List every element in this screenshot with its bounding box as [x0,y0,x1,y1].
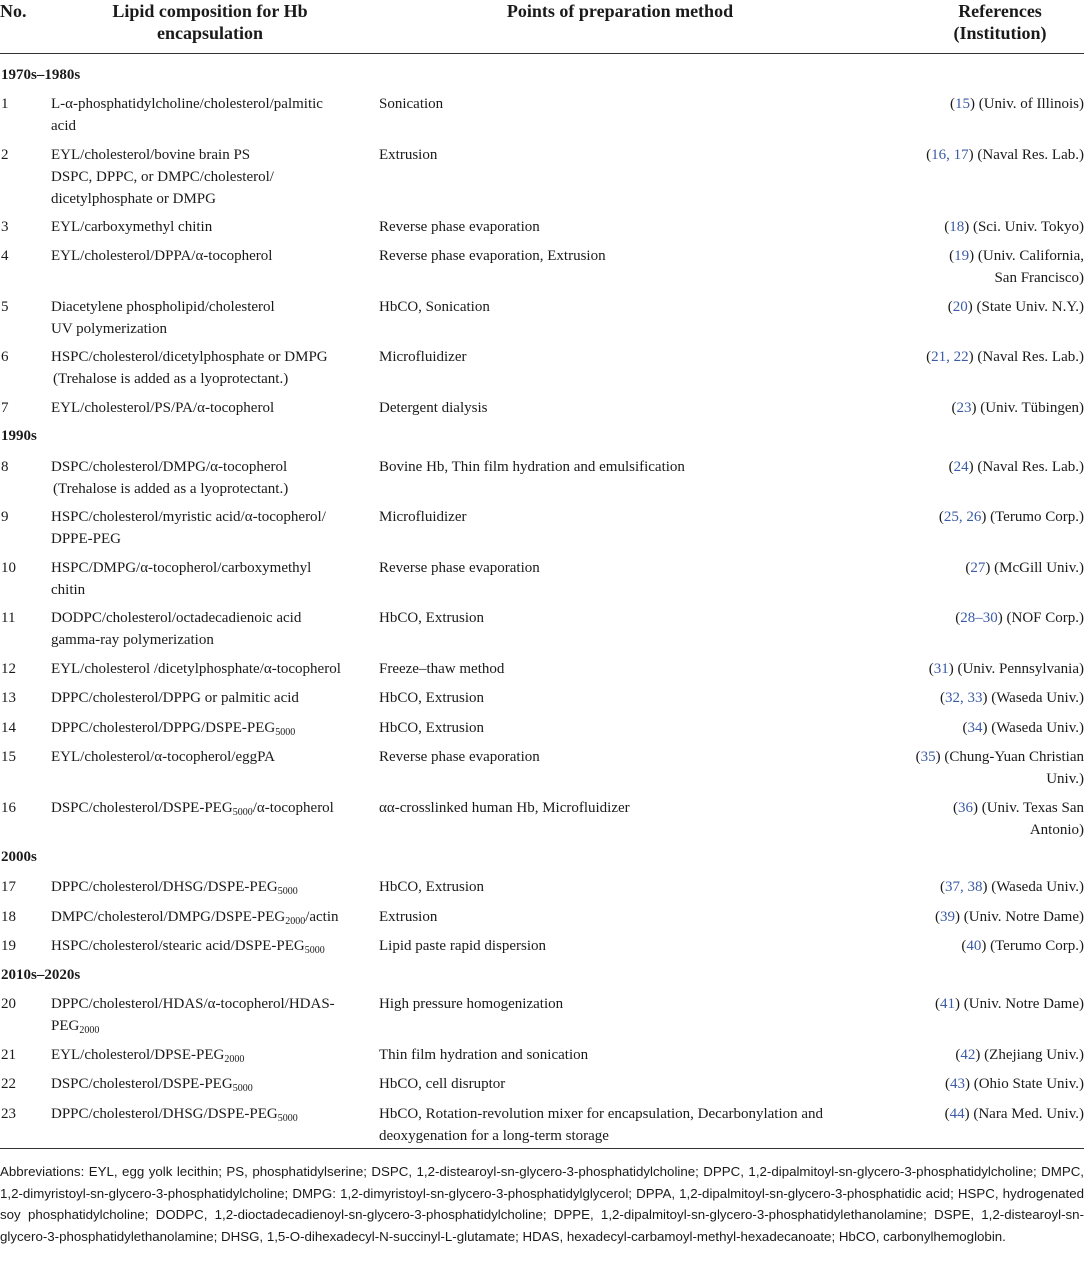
reference-link[interactable]: 24 [953,459,969,475]
lipid-composition [51,1044,369,1066]
row-number: 4 [1,248,9,264]
method-line: Lipid paste rapid dispersion [379,938,547,954]
lipid-line: EYL/$cholesterol/DPSE-PEG_{2000}$ [51,1047,245,1065]
preparation-method [379,607,859,629]
row-number: 5 [1,299,9,315]
section-heading: 2010s–2020s [1,967,81,983]
reference-line: (41) (Univ. Notre Dame) [935,996,1084,1012]
reference-line: (34) (Waseda Univ.) [962,720,1084,736]
row-number: 17 [1,879,16,895]
header-references: References (Institution) [953,1,1047,43]
method-line: Extrusion [379,147,438,163]
lipid-composition [51,216,369,238]
section-heading: 1990s [1,428,37,444]
lipid-line: Diacetylene phospholipid/cholesterol [51,299,275,315]
reference-link[interactable]: 39 [940,909,956,925]
reference-institution [854,993,1084,1015]
lipid-line: DPPC/cholesterol/HDAS/α-tocopherol/HDAS- [51,996,335,1012]
lipid-composition [51,456,369,500]
preparation-method [379,506,859,528]
row-number: 11 [1,610,16,626]
row-number: 21 [1,1047,16,1063]
reference-institution [854,397,1084,419]
reference-line: (31) (Univ. Pennsylvania) [928,661,1084,677]
preparation-method [379,346,859,368]
preparation-method [379,144,859,166]
reference-line: (15) (Univ. of Illinois) [949,96,1084,112]
reference-link[interactable]: 43 [949,1076,965,1092]
header-method: Points of preparation method [506,1,734,21]
reference-institution [854,557,1084,579]
row-number: 1 [1,96,9,112]
reference-link[interactable]: 32, 33 [944,690,983,706]
method-line: Thin film hydration and sonication [379,1047,589,1063]
lipid-line: dicetylphosphate or DMPG [51,191,216,207]
row-number: 2 [1,147,9,163]
reference-institution [854,717,1084,739]
reference-link[interactable]: 23 [956,400,972,416]
reference-institution [854,607,1084,629]
lipid-line: HSPC/cholesterol/dicetylphosphate or DMPG [51,349,328,365]
reference-link[interactable]: 41 [940,996,956,1012]
section-heading: 1970s–1980s [1,67,81,83]
method-line: Freeze–thaw method [379,661,505,677]
lipid-line: acid [51,118,76,134]
method-line: Reverse phase evaporation, Extrusion [379,248,606,264]
lipid-line: DPPC/$cholesterol/DPPG/DSPE-PEG_{5000}$ [51,720,296,738]
row-number: 12 [1,661,16,677]
preparation-method [379,717,859,739]
reference-institution [854,935,1084,957]
preparation-method [379,93,859,115]
header-lipid: Lipid composition for Hb encapsulation [112,1,308,43]
reference-link[interactable]: 40 [966,938,982,954]
header-no: No. [0,1,27,21]
row-number: 6 [1,349,9,365]
reference-institution [854,746,1084,790]
lipid-line: DPPC/cholesterol/DPPG or palmitic acid [51,690,299,706]
reference-institution [854,906,1084,928]
reference-institution [854,346,1084,368]
method-line: Microfluidizer [379,349,467,365]
preparation-method [379,876,859,898]
row-number: 23 [1,1106,16,1122]
lipid-line: EYL/cholesterol /dicetylphosphate/α-tocopherol [51,661,341,677]
lipid-line: DPPC/$cholesterol/DHSG/DSPE-PEG_{5000}$ [51,1106,298,1124]
reference-institution [854,93,1084,115]
lipid-line: DODPC/cholesterol/octadecadienoic acid [51,610,302,626]
method-line: Reverse phase evaporation [379,560,540,576]
method-line: Microfluidizer [379,509,467,525]
reference-link[interactable]: 35 [920,749,936,765]
reference-institution [854,876,1084,898]
lipid-composition [51,397,369,419]
lipid-line: DPPC/$cholesterol/DHSG/DSPE-PEG_{5000}$ [51,879,298,897]
method-line: Sonication [379,96,444,112]
preparation-method [379,746,859,768]
lipid-line: DSPC/cholesterol/DMPG/α-tocopherol [51,459,288,475]
preparation-method [379,935,859,957]
lipid-composition [51,687,369,709]
reference-link[interactable]: 31 [933,661,949,677]
reference-institution [854,658,1084,680]
reference-institution [854,144,1084,166]
method-line: HbCO, Extrusion [379,879,484,895]
reference-institution [854,1073,1084,1095]
lipid-composition [51,144,369,210]
reference-link[interactable]: 19 [954,248,970,264]
reference-line: (37, 38) (Waseda Univ.) [939,879,1084,895]
table-header [0,0,1084,54]
lipid-composition [51,906,369,928]
preparation-method [379,1103,859,1147]
reference-link[interactable]: 27 [970,560,986,576]
reference-line: (40) (Terumo Corp.) [961,938,1084,954]
reference-line: (19) (Univ. California, [949,248,1084,264]
reference-line: (35) (Chung-Yuan Christian [915,749,1084,765]
method-line: Extrusion [379,909,438,925]
row-number: 3 [1,219,9,235]
method-line: HbCO, Extrusion [379,720,484,736]
reference-institution [854,687,1084,709]
lipid-composition [51,506,369,550]
reference-link[interactable]: 36 [957,800,973,816]
reference-link[interactable]: 20 [952,299,968,315]
row-number: 14 [1,720,16,736]
method-line: Reverse phase evaporation [379,219,540,235]
reference-link[interactable]: 15 [954,96,970,112]
row-number: 22 [1,1076,16,1092]
row-number: 9 [1,509,9,525]
section-heading: 2000s [1,849,37,865]
preparation-method [379,245,859,267]
reference-link[interactable]: 25, 26 [943,509,982,525]
method-line: HbCO, Extrusion [379,690,484,706]
lipid-line: HSPC/cholesterol/myristic acid/α-tocopherol/ [51,509,326,525]
reference-institution [854,296,1084,318]
lipid-line: DSPC/$cholesterol/DSPE-PEG_{5000}$ [51,1076,253,1094]
reference-line: (27) (McGill Univ.) [965,560,1084,576]
lipid-line: DPPE-PEG [51,531,122,547]
reference-institution [854,1044,1084,1066]
reference-institution [854,506,1084,528]
lipid-line: EYL/cholesterol/α-tocopherol/eggPA [51,749,275,765]
lipid-line: gamma-ray polymerization [51,632,214,648]
row-number: 20 [1,996,16,1012]
reference-line: (39) (Univ. Notre Dame) [935,909,1084,925]
method-line: Detergent dialysis [379,400,488,416]
preparation-method [379,658,859,680]
preparation-method [379,993,859,1015]
abbreviations-footnote [0,1161,1084,1247]
reference-line: (43) (Ohio State Univ.) [944,1076,1084,1092]
reference-line: (20) (State Univ. N.Y.) [947,299,1084,315]
lipid-composition [51,717,369,739]
row-number: 13 [1,690,16,706]
lipid-composition [51,557,369,601]
lipid-line: DSPC/$cholesterol/DSPE-PEG_{5000}/\alpha$-tocopherol [51,800,334,818]
lipid-line: HSPC/DMPG/α-tocopherol/carboxymethyl [51,560,312,576]
lipid-composition [51,296,369,340]
row-number: 10 [1,560,16,576]
reference-link[interactable]: 21, 22 [931,349,969,365]
lipid-line: EYL/cholesterol/bovine brain PS [51,147,251,163]
method-line: HbCO, Sonication [379,299,490,315]
method-line: Reverse phase evaporation [379,749,540,765]
abbreviations-text: : EYL, egg yolk lecithin; PS, phosphatidylserine; DSPC, 1,2-distearoyl-sn-glycero-3-phosphatidylcholine; DPPC, 1,2-dipalmitoyl-sn-glycero-3-phosphatidylcholine; DMPC, 1,2-dimyristoyl-sn-glycero-3-phosphatidylcholine; DMPG: 1,2-dimyristoyl-sn-glycero-3-phosphatidylglycerol; DPPA, 1,2-dipalmitoyl-sn-glycero-3-phosphatidic acid; HSPC, hydrogenated soy phosphatidylcholine; DODPC, 1,2-dioctadecadienoyl-sn-glycero-3-phosphatidylcholine; DPPE, 1,2-dipalmitoyl-sn-glycero-3-phosphatidylethanolamine; DSPE, 1,2-distearoyl-sn-glycero-3-phosphatidylethanolamine; DHSG, 1,5-O-dihexadecyl-N-succinyl-L-glutamate; HDAS, hexadecyl-carbamoyl-methyl-hexadecanoate; HbCO, carbonylhemoglobin. [0,1164,1084,1244]
reference-link[interactable]: 28–30 [960,610,998,626]
lipid-composition [51,746,369,768]
reference-link[interactable]: 18 [949,219,965,235]
preparation-method [379,296,859,318]
lipid-line: (Trehalose is added as a lyoprotectant.) [53,371,289,387]
reference-line: (18) (Sci. Univ. Tokyo) [944,219,1084,235]
lipid-line: chitin [51,582,86,598]
lipid-line: HSPC/cholesterol/stearic acid/$DSPE-PEG_{5000}$ [51,938,325,956]
method-line: Bovine Hb, Thin film hydration and emulsification [379,459,685,475]
method-line: HbCO, Extrusion [379,610,484,626]
reference-line: (44) (Nara Med. Univ.) [944,1106,1084,1122]
lipid-composition [51,797,369,819]
reference-line: (25, 26) (Terumo Corp.) [938,509,1084,525]
lipid-line: (Trehalose is added as a lyoprotectant.) [53,481,289,497]
reference-line: (36) (Univ. Texas San [952,800,1084,816]
reference-line: (16, 17) (Naval Res. Lab.) [926,147,1084,163]
reference-line: (21, 22) (Naval Res. Lab.) [926,349,1084,365]
method-line: αα-crosslinked human Hb, Microfluidizer [379,800,630,816]
preparation-method [379,216,859,238]
reference-link[interactable]: 34 [967,720,983,736]
method-line: deoxygenation for a long-term storage [379,1128,609,1144]
preparation-method [379,1073,859,1095]
reference-line: San Francisco) [994,270,1084,286]
lipid-composition [51,658,369,680]
lipid-composition [51,876,369,898]
lipid-composition [51,245,369,267]
lipid-line: EYL/carboxymethyl chitin [51,219,213,235]
reference-line: (32, 33) (Waseda Univ.) [939,690,1084,706]
lipid-line: UV polymerization [51,321,167,337]
row-number: 19 [1,938,16,954]
lipid-line: DMPC/$cholesterol/DMPG/DSPE-PEG_{2000}$/actin [51,909,339,927]
lipid-composition [51,935,369,957]
table-bottom-rule [0,1148,1084,1149]
reference-line: (24) (Naval Res. Lab.) [948,459,1084,475]
lipid-line: EYL/cholesterol/PS/PA/α-tocopherol [51,400,275,416]
reference-link[interactable]: 16, 17 [931,147,969,163]
reference-line: (28–30) (NOF Corp.) [955,610,1084,626]
lipid-composition [51,93,369,137]
reference-institution [854,1103,1084,1125]
reference-line: Univ.) [1046,771,1084,787]
reference-institution [854,216,1084,238]
reference-institution [854,797,1084,841]
row-number: 18 [1,909,16,925]
lipid-composition [51,1103,369,1125]
reference-link[interactable]: 42 [960,1047,976,1063]
lipid-line: DSPC, DPPC, or DMPC/cholesterol/ [51,169,274,185]
method-line: High pressure homogenization [379,996,564,1012]
abbreviations-label: Abbreviations [0,1164,81,1179]
method-line: HbCO, Rotation-revolution mixer for encapsulation, Decarbonylation and [379,1106,824,1122]
lipid-composition [51,993,369,1037]
lipid-line: $PEG_{2000}$ [51,1018,100,1036]
preparation-method [379,687,859,709]
preparation-method [379,906,859,928]
row-number: 15 [1,749,16,765]
preparation-method [379,456,859,478]
lipid-composition [51,607,369,651]
row-number: 16 [1,800,16,816]
reference-link[interactable]: 37, 38 [944,879,983,895]
preparation-method [379,797,859,819]
reference-link[interactable]: 44 [949,1106,965,1122]
preparation-method [379,1044,859,1066]
method-line: HbCO, cell disruptor [379,1076,506,1092]
row-number: 8 [1,459,9,475]
reference-line: (42) (Zhejiang Univ.) [955,1047,1084,1063]
preparation-method [379,557,859,579]
lipid-line: L-α-phosphatidylcholine/cholesterol/palmitic [51,96,323,112]
reference-line: Antonio) [1029,822,1084,838]
lipid-composition [51,346,369,390]
reference-line: (23) (Univ. Tübingen) [951,400,1084,416]
row-number: 7 [1,400,9,416]
lipid-composition [51,1073,369,1095]
preparation-method [379,397,859,419]
lipid-line: EYL/cholesterol/DPPA/α-tocopherol [51,248,273,264]
reference-institution [854,245,1084,289]
reference-institution [854,456,1084,478]
